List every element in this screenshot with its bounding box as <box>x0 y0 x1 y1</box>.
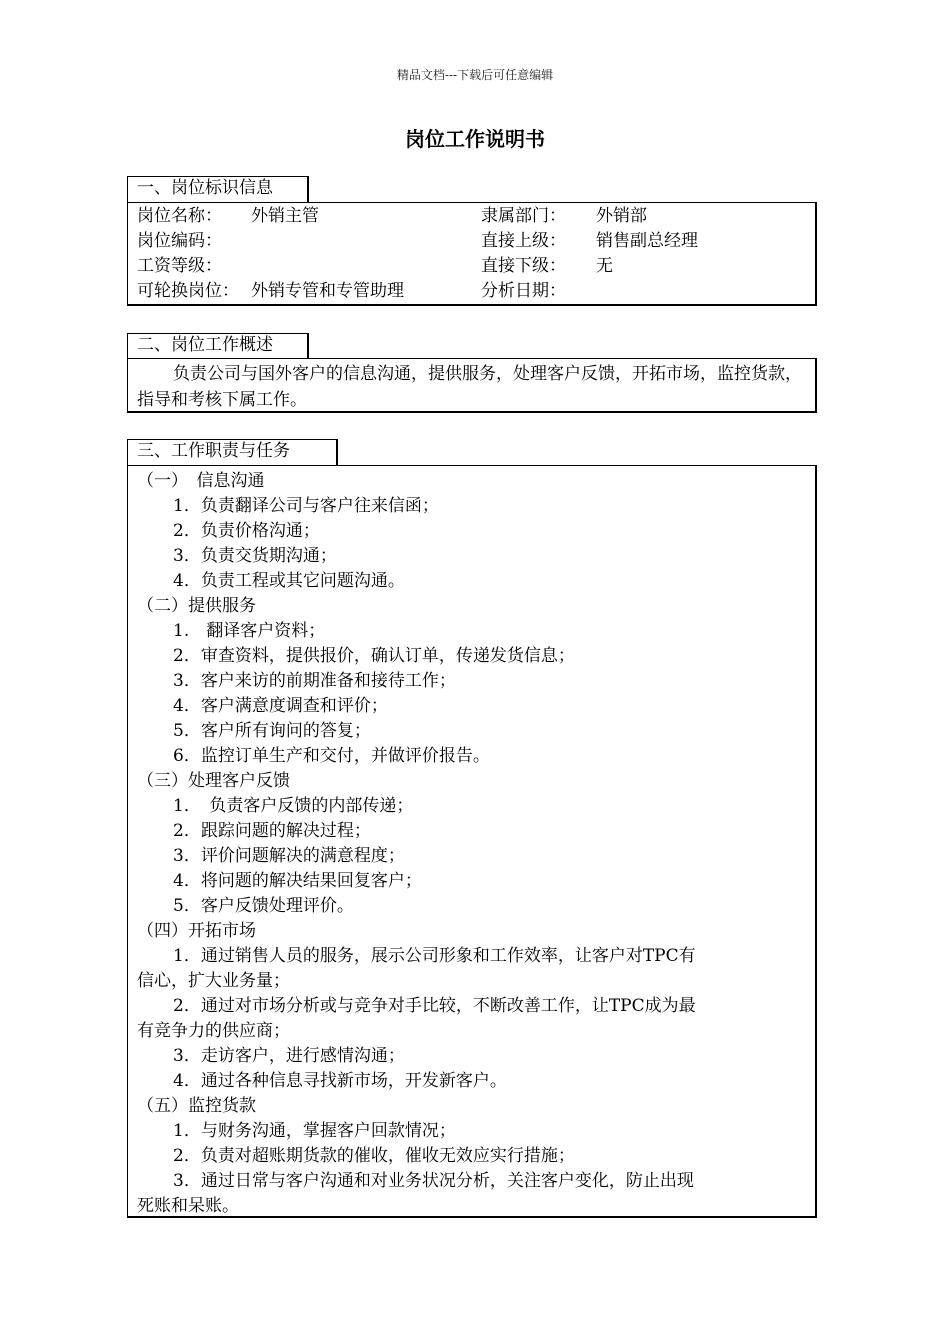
info-row-1 <box>137 204 815 229</box>
category-heading: （四）开拓市场 <box>137 921 256 941</box>
section2-label: 二、岗位工作概述 <box>127 333 309 359</box>
duty-item: 1．负责翻译公司与客户往来信函； <box>173 496 439 516</box>
duty-item: 3．评价问题解决的满意程度； <box>173 846 405 866</box>
section3-box <box>127 465 817 1218</box>
rotatable-position-value: 外销专管和专管助理 <box>251 281 404 301</box>
section2-box <box>127 358 817 413</box>
duty-item: 2．跟踪问题的解决过程； <box>173 821 371 841</box>
duty-item: 5．客户反馈处理评价。 <box>173 896 354 916</box>
section3-label: 三、工作职责与任务 <box>127 439 338 466</box>
duty-item: 5．客户所有询问的答复； <box>173 721 371 741</box>
position-name-label: 岗位名称： <box>137 206 222 226</box>
category-heading: （五）监控货款 <box>137 1096 256 1116</box>
duty-item: 1． 负责客户反馈的内部传递； <box>173 796 414 816</box>
info-row-2 <box>137 229 815 254</box>
duty-item: 4．负责工程或其它问题沟通。 <box>173 571 405 591</box>
job-summary-text: 负责公司与国外客户的信息沟通，提供服务，处理客户反馈，开拓市场，监控货款，指导和考核下属工作。 <box>137 364 802 410</box>
duty-item-continuation: 死账和呆账。 <box>137 1196 239 1216</box>
duty-item: 4．通过各种信息寻找新市场，开发新客户。 <box>173 1071 507 1091</box>
direct-superior-value: 销售副总经理 <box>596 231 698 251</box>
duty-item: 6．监控订单生产和交付，并做评价报告。 <box>173 746 490 766</box>
position-code-label: 岗位编码： <box>137 231 222 251</box>
salary-grade-label: 工资等级： <box>137 256 222 276</box>
duty-item: 1. 翻译客户资料； <box>173 621 326 641</box>
rotatable-position-label: 可轮换岗位： <box>137 281 239 301</box>
department-value: 外销部 <box>596 206 647 226</box>
info-row-4 <box>137 279 815 304</box>
duty-item: 1．与财务沟通，掌握客户回款情况； <box>173 1121 456 1141</box>
category-heading: （二）提供服务 <box>137 596 256 616</box>
duty-item: 3．走访客户，进行感情沟通； <box>173 1046 405 1066</box>
document-title: 岗位工作说明书 <box>405 127 545 151</box>
duty-item: 3．通过日常与客户沟通和对业务状况分析，关注客户变化，防止出现 <box>173 1171 694 1191</box>
duty-item-continuation: 信心，扩大业务量； <box>137 971 290 991</box>
duty-item: 2．通过对市场分析或与竞争对手比较，不断改善工作，让TPC成为最 <box>173 996 696 1016</box>
duty-item: 3．负责交货期沟通； <box>173 546 337 566</box>
duty-item: 1．通过销售人员的服务，展示公司形象和工作效率，让客户对TPC有 <box>173 946 696 966</box>
duty-item: 3．客户来访的前期准备和接待工作； <box>173 671 456 691</box>
duty-item: 4．将问题的解决结果回复客户； <box>173 871 422 891</box>
department-label: 隶属部门： <box>481 206 566 226</box>
duty-item: 2．审查资料，提供报价，确认订单，传递发货信息； <box>173 646 575 666</box>
category-heading: （一） 信息沟通 <box>137 471 265 491</box>
category-heading: （三）处理客户反馈 <box>137 771 290 791</box>
analysis-date-label: 分析日期： <box>481 281 566 301</box>
direct-subordinate-label: 直接下级： <box>481 256 566 276</box>
duty-item-continuation: 有竞争力的供应商； <box>137 1021 290 1041</box>
direct-superior-label: 直接上级： <box>481 231 566 251</box>
position-name-value: 外销主管 <box>251 206 319 226</box>
section1-label: 一、岗位标识信息 <box>127 176 309 203</box>
section1-box <box>127 202 817 306</box>
duty-item: 2．负责价格沟通； <box>173 521 320 541</box>
info-row-3 <box>137 254 815 279</box>
duty-item: 2．负责对超账期货款的催收，催收无效应实行措施； <box>173 1146 575 1166</box>
header-note: 精品文档---下载后可任意编辑 <box>396 68 554 82</box>
duty-item: 4．客户满意度调查和评价； <box>173 696 388 716</box>
direct-subordinate-value: 无 <box>596 256 613 276</box>
